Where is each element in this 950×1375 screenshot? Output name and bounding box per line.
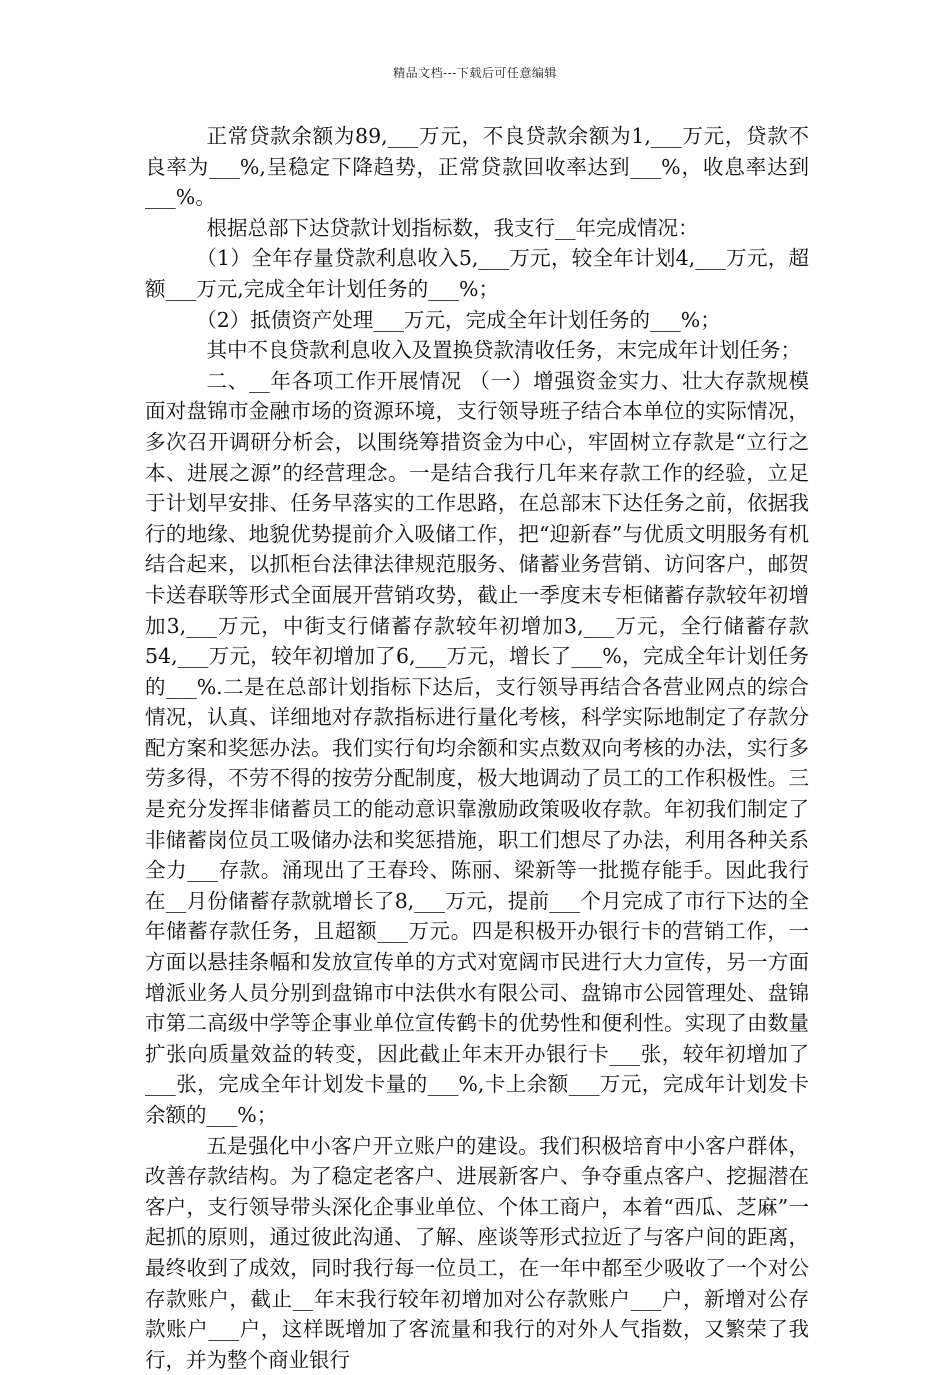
paragraph-sme-accounts: 五是强化中小客户开立账户的建设。我们积极培育中小客户群体，改善存款结构。为了稳定老客户、进展新客户、争夺重点客户、挖掘潜在客户，支行领导带头深化企事业单位、个体工商户，本着“西瓜、芝麻”一起抓的原则，通过彼此沟通、了解、座谈等形式拉近了与客户间的距离，最终收到了成效，同时我行每一位员工，在一年中都至少吸收了一个对公存款账户，截止__年末我行较年初增加对公存款账户___户，新增对公存款账户___户，这样既增加了客流量和我行的对外人气指数，又繁荣了我行，并为整个商业银行 [145,1133,809,1372]
paragraph-item-2: （2）抵债资产处理___万元，完成全年计划任务的___%； [196,307,721,332]
paragraph-item-1: （1）全年存量贷款利息收入5,___万元，较全年计划4,___万元，超额___万元,完成全年计划任务的___%； [145,246,809,301]
header-note: 精品文档---下载后可任意编辑 [393,66,557,80]
paragraph-work-review: 二、__年各项工作开展情况 （一）增强资金实力、壮大存款规模 面对盘锦市金融市场的资源环境，支行领导班子结合本单位的实际情况，多次召开调研分析会，以围绕筹措资金为中心，牢固树立存款是“立行之本、进展之源”的经营理念。一是结合我行几年来存款工作的经验，立足于计划早安排、任务早落实的工作思路，在总部末下达任务之前，依据我行的地缘、地貌优势提前介入吸储工作，把“迎新春”与优质文明服务有机结合起来，以抓柜台法律法律规范服务、储蓄业务营销、访问客户，邮贺卡送春联等形式全面展开营销攻势，截止一季度末专柜储蓄存款较年初增加3,___万元，中街支行储蓄存款较年初增加3,___万元，全行储蓄存款54,___万元，较年初增加了6,___万元，增长了___%，完成全年计划任务的___%.二是在总部计划指标下达后，支行领导再结合各营业网点的综合情况，认真、详细地对存款指标进行量化考核，科学实际地制定了存款分配方案和奖惩办法。我们实行旬均余额和实点数双向考核的办法，实行多劳多得，不劳不得的按劳分配制度，极大地调动了员工的工作积极性。三是充分发挥非储蓄员工的能动意识靠激励政策吸收存款。年初我们制定了非储蓄岗位员工吸储办法和奖惩措施，职工们想尽了办法，利用各种关系全力___存款。涌现出了王春玲、陈丽、梁新等一批揽存能手。因此我行在__月份储蓄存款就增长了8,___万元，提前___个月完成了市行下达的全年储蓄存款任务，且超额___万元。四是积极开办银行卡的营销工作，一方面以悬挂条幅和发放宣传单的方式对宽阔市民进行大力宣传，另一方面增派业务人员分别到盘锦市中法供水有限公司、盘锦市公园管理处、盘锦市第二高级中学等企事业单位宣传鹤卡的优势性和便利性。实现了由数量扩张向质量效益的转变，因此截止年末开办银行卡___张，较年初增加了___张，完成全年计划发卡量的___%,卡上余额___万元，完成年计划发卡余额的___%； [145,368,809,1127]
paragraph-plan-intro: 根据总部下达贷款计划指标数，我支行__年完成情况： [206,215,699,240]
paragraph-nonperforming: 其中不良贷款利息收入及置换贷款清收任务，末完成年计划任务； [206,338,801,363]
paragraph-loan-balance: 正常贷款余额为89,___万元，不良贷款余额为1,___万元，贷款不良率为___%,呈稳定下降趋势，正常贷款回收率达到___%，收息率达到___%。 [145,124,809,210]
document-body [145,121,809,1375]
